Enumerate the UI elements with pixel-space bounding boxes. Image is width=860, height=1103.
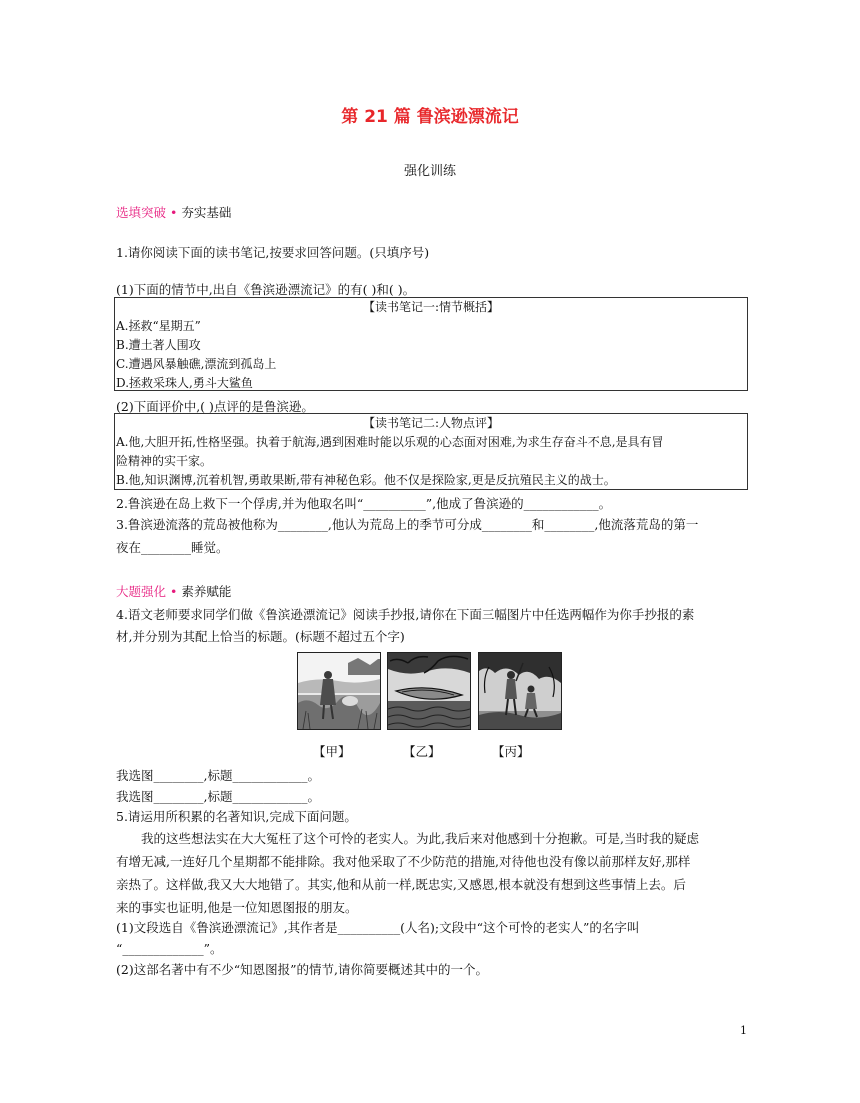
option-d: D.拯救采珠人,勇斗大鲨鱼 <box>116 376 253 390</box>
page-title: 第 21 篇 鲁滨逊漂流记 <box>341 107 519 127</box>
section-dot: • <box>170 584 178 599</box>
section-name: 夯实基础 <box>181 205 232 220</box>
comment-a-line-1: A.他,大胆开拓,性格坚强。执着于航海,遇到困难时能以乐观的心态面对困难,为求生存奋斗不息,是具有冒 <box>116 435 664 449</box>
option-a: A.拯救“星期五” <box>116 319 201 333</box>
question-4-answer-2: 我选图________,标题____________。 <box>116 789 320 804</box>
question-4-line-2: 材,并分别为其配上恰当的标题。(标题不超过五个字) <box>116 629 405 644</box>
caption-jia: 【甲】 <box>313 744 351 759</box>
question-1-part-1: (1)下面的情节中,出自《鲁滨逊漂流记》的有( )和( )。 <box>116 282 416 297</box>
question-5-sub-2: (2)这部名著中有不少“知恩图报”的情节,请你简要概述其中的一个。 <box>116 962 488 977</box>
passage-line-3: 亲热了。这样做,我又大大地错了。其实,他和从前一样,既忠实,又感恩,根本就没有想到这些事情上去。后 <box>116 877 686 892</box>
reading-note-2 <box>114 413 748 490</box>
passage-line-4: 来的事实也证明,他是一位知恩图报的朋友。 <box>116 900 358 915</box>
question-3-line-1: 3.鲁滨逊流落的荒岛被他称为________,他认为荒岛上的季节可分成________和________,他流落荒岛的第一 <box>116 517 699 532</box>
caption-yi: 【乙】 <box>403 744 441 759</box>
section-heading-basics <box>116 203 231 221</box>
comment-b: B.他,知识渊博,沉着机智,勇敢果断,带有神秘色彩。他不仅是探险家,更是反抗殖民主义的战士。 <box>116 473 616 487</box>
illustration-bing <box>478 652 562 730</box>
page-subtitle: 强化训练 <box>403 164 456 179</box>
section-dot: • <box>170 205 178 220</box>
question-4-answer-1: 我选图________,标题____________。 <box>116 768 320 783</box>
option-b: B.遭土著人围攻 <box>116 338 201 352</box>
reading-note-1 <box>114 297 748 391</box>
question-5-sub-1-line-2: “_____________”。 <box>116 941 223 956</box>
page-number: 1 <box>740 1024 747 1037</box>
section-heading-advanced <box>116 582 231 600</box>
section-name: 素养赋能 <box>181 584 232 599</box>
reading-note-1-header: 【读书笔记一:情节概括】 <box>362 300 500 314</box>
caption-bing: 【丙】 <box>492 744 530 759</box>
illustration-jia <box>297 652 381 730</box>
passage-line-1: 我的这些想法实在大大冤枉了这个可怜的老实人。为此,我后来对他感到十分抱歉。可是,当时我的疑虑 <box>141 831 699 846</box>
question-1-stem: 1.请你阅读下面的读书笔记,按要求回答问题。(只填序号) <box>116 245 430 260</box>
question-3-line-2: 夜在________睡觉。 <box>116 540 229 555</box>
section-tag: 选填突破 <box>116 205 167 220</box>
comment-a-line-2: 险精神的实干家。 <box>116 454 213 468</box>
question-2: 2.鲁滨逊在岛上救下一个俘虏,并为他取名叫“__________”,他成了鲁滨逊的____________。 <box>116 496 612 511</box>
question-5-stem: 5.请运用所积累的名著知识,完成下面问题。 <box>116 809 357 824</box>
section-tag: 大题强化 <box>116 584 167 599</box>
option-c: C.遭遇风暴触礁,漂流到孤岛上 <box>116 357 277 371</box>
question-4-line-1: 4.语文老师要求同学们做《鲁滨逊漂流记》阅读手抄报,请你在下面三幅图片中任选两幅作为你手抄报的素 <box>116 607 695 622</box>
illustration-yi <box>387 652 471 730</box>
passage-line-2: 有增无减,一连好几个星期都不能排除。我对他采取了不少防范的措施,对待他也没有像以前那样友好,那样 <box>116 854 691 869</box>
reading-note-2-header: 【读书笔记二:人物点评】 <box>362 416 500 430</box>
question-1-part-2: (2)下面评价中,( )点评的是鲁滨逊。 <box>116 399 314 414</box>
question-5-sub-1-line-1: (1)文段选自《鲁滨逊漂流记》,其作者是__________(人名);文段中“这个可怜的老实人”的名字叫 <box>116 920 640 935</box>
